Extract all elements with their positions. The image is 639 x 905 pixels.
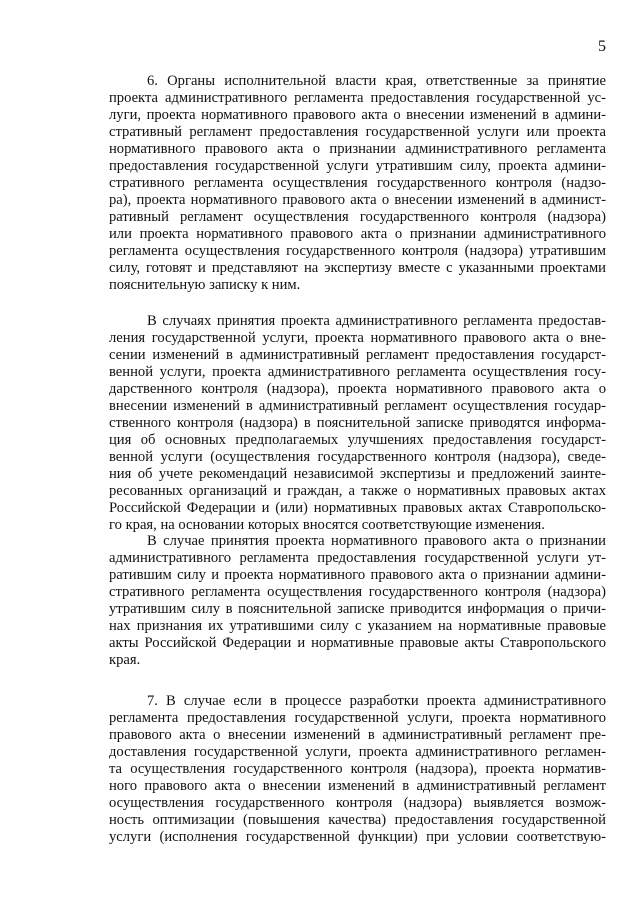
text-line: ния об учете рекомендаций независимой экспертизы и предложений заинте- xyxy=(109,466,606,482)
text-line: стративного регламента осуществления государственного контроля (надзора) xyxy=(109,584,606,600)
text-line: ративный регламент осуществления государственного контроля (надзора) xyxy=(109,209,606,225)
text-line: края. xyxy=(109,652,141,668)
text-line: ция об основных предполагаемых улучшениях предоставления государст- xyxy=(109,432,606,448)
text-line: регламента предоставления государственной услуги, проекта нормативного xyxy=(109,710,606,726)
text-line: предоставления государственной услуги утратившим силу, проекта админи- xyxy=(109,158,606,174)
text-line: сении изменений в административный регламент предоставления государст- xyxy=(109,347,606,363)
text-line: го края, на основании которых вносятся соответствующие изменения. xyxy=(109,517,545,533)
text-line: регламента осуществления государственного контроля (надзора) утратившим xyxy=(109,243,606,259)
text-line: проекта административного регламента предоставления государственной ус- xyxy=(109,90,606,106)
text-line: В случаях принятия проекта административного регламента предостав- xyxy=(147,313,606,329)
text-line: ного правового акта о внесении изменений в административный регламент xyxy=(109,778,606,794)
text-line: услуги (исполнения государственной функции) при условии соответствую- xyxy=(109,829,606,845)
text-line: нах признания их утратившими силу с указанием на нормативные правовые xyxy=(109,618,606,634)
text-line: та осуществления государственного контроля (надзора), проекта норматив- xyxy=(109,761,606,777)
text-line: доставления государственной услуги, проекта административного регламен- xyxy=(109,744,606,760)
text-line: Российской Федерации и (или) нормативных правовых актах Ставропольско- xyxy=(109,500,606,516)
text-line: ления государственной услуги, проекта нормативного правового акта о вне- xyxy=(109,330,606,346)
text-line: ственного контроля (надзора) в пояснительной записке приводятся информа- xyxy=(109,415,606,431)
text-line: стративного регламента осуществления государственного контроля (надзо- xyxy=(109,175,606,191)
text-line: утратившим силу в пояснительной записке приводится информация о причи- xyxy=(109,601,606,617)
text-line: административного регламента предоставления государственной услуги ут- xyxy=(109,550,606,566)
text-line: ратившим силу и проекта нормативного правового акта о признании админи- xyxy=(109,567,606,583)
text-line: силу, готовят и представляют на экспертизу вместе с указанными проектами xyxy=(109,260,606,276)
text-line: правового акта о внесении изменений в административный регламент пре- xyxy=(109,727,606,743)
text-line: ресованных организаций и граждан, а также о нормативных правовых актах xyxy=(109,483,606,499)
text-line: нормативного правового акта о признании административного регламента xyxy=(109,141,606,157)
text-line: или проекта нормативного правового акта о признании административного xyxy=(109,226,606,242)
text-line: венной услуги (осуществления государственного контроля (надзора), сведе- xyxy=(109,449,606,465)
text-line: венной услуги, проекта административного регламента осуществления госу- xyxy=(109,364,606,380)
text-line: стративный регламент предоставления государственной услуги или проекта xyxy=(109,124,606,140)
text-line: 7. В случае если в процессе разработки проекта административного xyxy=(147,693,606,709)
page-number: 5 xyxy=(598,38,606,55)
text-line: пояснительную записку к ним. xyxy=(109,277,301,293)
text-line: 6. Органы исполнительной власти края, ответственные за принятие xyxy=(147,73,606,89)
text-line: дарственного контроля (надзора), проекта нормативного правового акта о xyxy=(109,381,606,397)
text-line: ность оптимизации (повышения качества) предоставления государственной xyxy=(109,812,606,828)
text-line: осуществления государственного контроля (надзора) выявляется возмож- xyxy=(109,795,606,811)
text-line: луги, проекта нормативного правового акта о внесении изменений в админи- xyxy=(109,107,606,123)
text-line: акты Российской Федерации и нормативные правовые акты Ставропольского xyxy=(109,635,606,651)
text-line: ра), проекта нормативного правового акта о внесении изменений в админист- xyxy=(109,192,606,208)
text-line: внесении изменений в административный регламент осуществления государ- xyxy=(109,398,606,414)
text-line: В случае принятия проекта нормативного правового акта о признании xyxy=(147,533,606,549)
